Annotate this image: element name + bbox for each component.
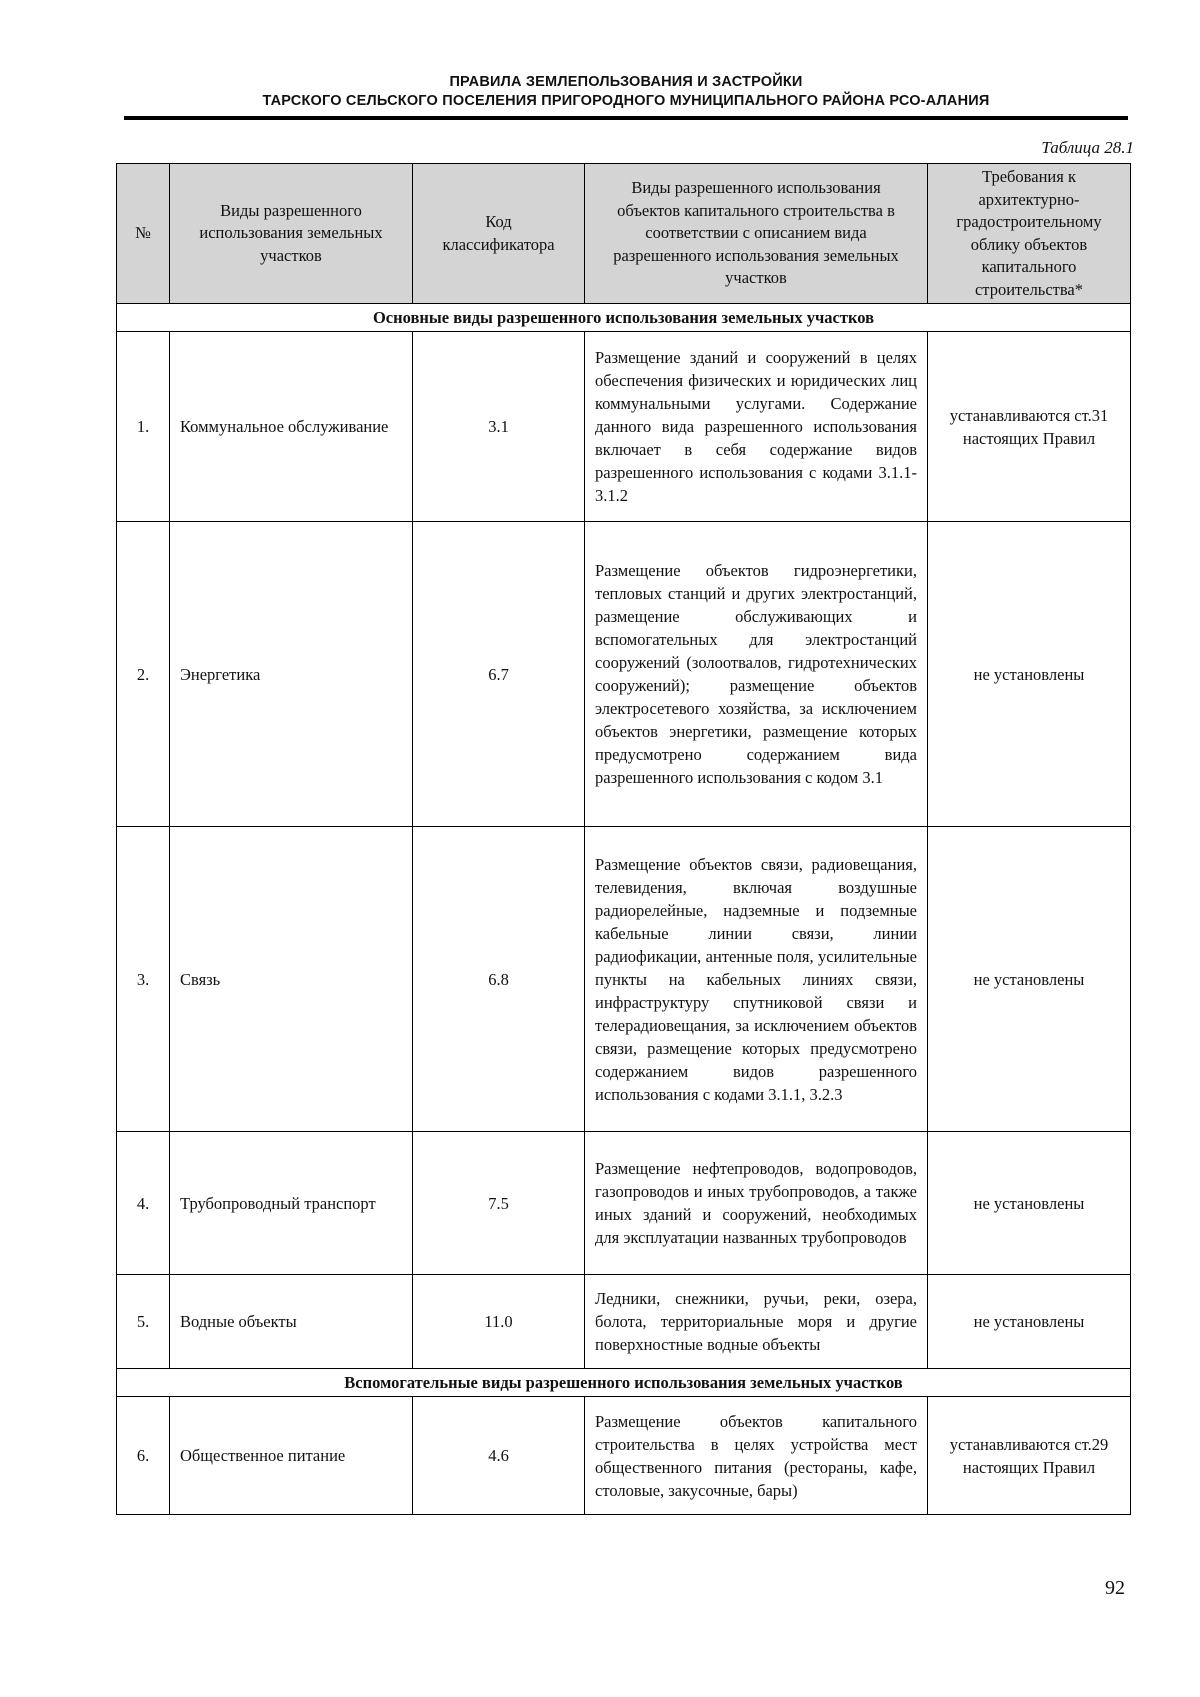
section-row-main xyxy=(117,304,1131,332)
row-description: Размещение объектов капитального строительства в целях устройства мест общественного питания (рестораны, кафе, столовые, закусочные, бары) xyxy=(585,1397,928,1515)
column-header-code: Код классификатора xyxy=(413,164,585,304)
row-code: 6.8 xyxy=(413,827,585,1132)
header-line-1: ПРАВИЛА ЗЕМЛЕПОЛЬЗОВАНИЯ И ЗАСТРОЙКИ xyxy=(449,74,803,90)
row-description: Ледники, снежники, ручьи, реки, озера, болота, территориальные моря и другие поверхностные водные объекты xyxy=(585,1275,928,1369)
row-land-use: Водные объекты xyxy=(170,1275,413,1369)
row-requirements: устанавливаются ст.29 настоящих Правил xyxy=(928,1397,1131,1515)
column-header-land-use: Виды разрешенного использования земельных участков xyxy=(170,164,413,304)
table-row xyxy=(117,1397,1131,1515)
page-number: 92 xyxy=(1105,1577,1125,1599)
header-line-2: ТАРСКОГО СЕЛЬСКОГО ПОСЕЛЕНИЯ ПРИГОРОДНОГО МУНИЦИПАЛЬНОГО РАЙОНА РСО-АЛАНИЯ xyxy=(262,93,990,109)
row-land-use: Энергетика xyxy=(170,522,413,827)
section-title-auxiliary: Вспомогательные виды разрешенного использования земельных участков xyxy=(117,1369,1131,1397)
row-requirements: не установлены xyxy=(928,827,1131,1132)
row-description: Размещение объектов гидроэнергетики, тепловых станций и других электростанций, размещение обслуживающих и вспомогательных для электростанций сооружений (золоотвалов, гидротехнических сооружений); размещение объектов электросетевого хозяйства, за исключением объектов энергетики, размещение которых предусмотрено содержанием вида разрешенного использования с кодом 3.1 xyxy=(585,522,928,827)
row-code: 3.1 xyxy=(413,332,585,522)
row-land-use: Коммунальное обслуживание xyxy=(170,332,413,522)
header-rule xyxy=(124,116,1128,120)
row-requirements: не установлены xyxy=(928,522,1131,827)
section-title-main: Основные виды разрешенного использования земельных участков xyxy=(117,304,1131,332)
row-code: 7.5 xyxy=(413,1132,585,1275)
row-requirements: не установлены xyxy=(928,1275,1131,1369)
row-number: 4. xyxy=(117,1132,170,1275)
column-header-number: № xyxy=(117,164,170,304)
table-row xyxy=(117,522,1131,827)
row-requirements: не установлены xyxy=(928,1132,1131,1275)
row-number: 5. xyxy=(117,1275,170,1369)
row-description: Размещение нефтепроводов, водопроводов, газопроводов и иных трубопроводов, а также иных зданий и сооружений, необходимых для эксплуатации названных трубопроводов xyxy=(585,1132,928,1275)
row-number: 6. xyxy=(117,1397,170,1515)
row-description: Размещение зданий и сооружений в целях обеспечения физических и юридических лиц коммунальными услугами. Содержание данного вида разрешенного использования включает в себя содержание видов разрешенного использования с кодами 3.1.1-3.1.2 xyxy=(585,332,928,522)
row-code: 6.7 xyxy=(413,522,585,827)
row-land-use: Трубопроводный транспорт xyxy=(170,1132,413,1275)
row-number: 3. xyxy=(117,827,170,1132)
column-header-capital-use: Виды разрешенного использования объектов капитального строительства в соответствии с описанием вида разрешенного использования земельных участков xyxy=(585,164,928,304)
row-description: Размещение объектов связи, радиовещания, телевидения, включая воздушные радиорелейные, надземные и подземные кабельные линии связи, линии радиофикации, антенные поля, усилительные пункты на кабельных линиях связи, инфраструктуру спутниковой связи и телерадиовещания, за исключением объектов связи, размещение которых предусмотрено содержанием видов разрешенного использования с кодами 3.1.1, 3.2.3 xyxy=(585,827,928,1132)
row-code: 4.6 xyxy=(413,1397,585,1515)
document-header xyxy=(120,73,1132,111)
row-land-use: Общественное питание xyxy=(170,1397,413,1515)
row-code: 11.0 xyxy=(413,1275,585,1369)
row-land-use: Связь xyxy=(170,827,413,1132)
table-row xyxy=(117,1132,1131,1275)
table-row xyxy=(117,827,1131,1132)
table-row xyxy=(117,332,1131,522)
row-number: 2. xyxy=(117,522,170,827)
land-use-table xyxy=(116,163,1131,1515)
table-row xyxy=(117,1275,1131,1369)
section-row-auxiliary xyxy=(117,1369,1131,1397)
table-header-row xyxy=(117,164,1131,304)
row-number: 1. xyxy=(117,332,170,522)
row-requirements: устанавливаются ст.31 настоящих Правил xyxy=(928,332,1131,522)
table-caption: Таблица 28.1 xyxy=(1041,138,1134,157)
column-header-requirements: Требования к архитектурно-градостроительному облику объектов капитального строительства* xyxy=(928,164,1131,304)
